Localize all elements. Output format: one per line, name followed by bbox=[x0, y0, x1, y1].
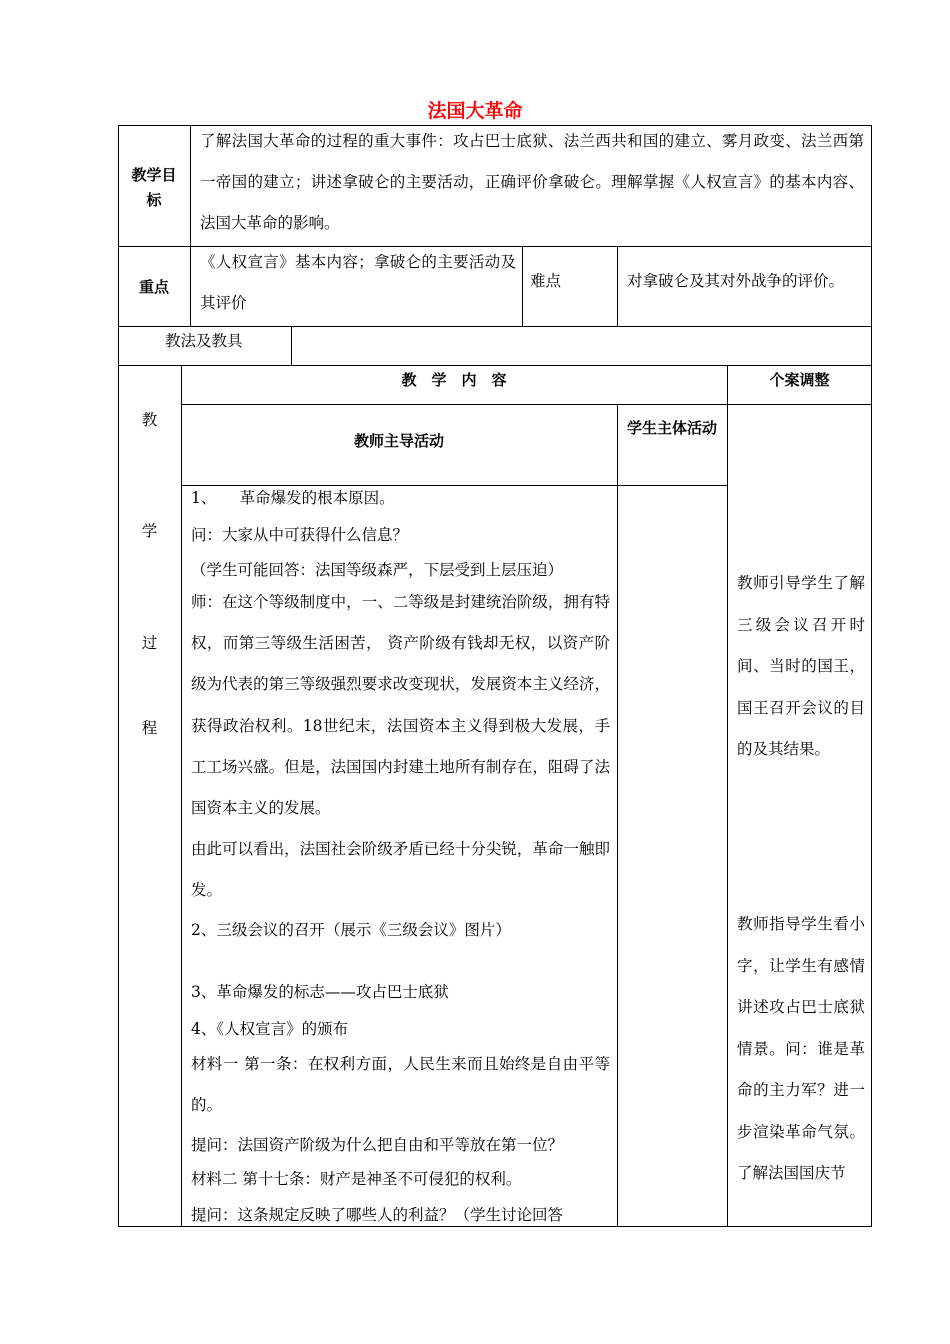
teacher-line: 问：大家从中可获得什么信息？ bbox=[191, 526, 409, 544]
teacher-line: 由此可以看出，法国社会阶级矛盾已经十分尖锐，革命一触即发。 bbox=[191, 840, 610, 900]
teacher-line: 3、革命爆发的标志——攻占巴士底狱 bbox=[191, 982, 449, 1001]
teacher-line: 材料一 第一条：在权利方面，人民生来而且始终是自由平等的。 bbox=[191, 1054, 610, 1114]
col-divider bbox=[181, 365, 182, 1227]
adjust-note: 教师指导学生看小字，让学生有感情讲述攻占巴士底狱情景。问：谁是革命的主力军？进一步渲染革命气氛。了解法国国庆节 bbox=[737, 915, 865, 1182]
teacher-line: 材料二 第十七条：财产是神圣不可侵犯的权利。 bbox=[191, 1169, 522, 1188]
col-divider bbox=[522, 246, 523, 326]
adjust-header: 个案调整 bbox=[769, 371, 830, 389]
process-label-char: 学 bbox=[141, 522, 158, 540]
teacher-line: 2、三级会议的召开（展示《三级会议》图片） bbox=[191, 920, 511, 939]
keypoints-text: 《人权宣言》基本内容；拿破仑的主要活动及其评价 bbox=[200, 253, 516, 312]
process-label-char: 教 bbox=[141, 411, 158, 429]
teacher-line bbox=[191, 942, 610, 978]
teacher-line: 提问：这条规定反映了哪些人的利益？（学生讨论回答 bbox=[191, 1205, 564, 1224]
teacher-line: （学生可能回答：法国等级森严，下层受到上层压迫） bbox=[191, 561, 564, 579]
teacher-line: 提问：法国资产阶级为什么把自由和平等放在第一位？ bbox=[191, 1135, 564, 1154]
process-label-char: 程 bbox=[141, 719, 158, 737]
adjust-note: 教师引导学生了解三级会议召开时间、当时的国王，国王召开会议的目的及其结果。 bbox=[737, 574, 865, 758]
col-divider bbox=[617, 246, 618, 326]
col-divider bbox=[727, 365, 728, 1227]
objectives-label: 教学目标 bbox=[131, 166, 177, 209]
page-title: 法国大革命 bbox=[427, 100, 523, 122]
row-divider bbox=[118, 326, 872, 327]
teacher-line: 4、《人权宣言》的颁布 bbox=[191, 1019, 349, 1038]
objectives-text: 了解法国大革命的过程的重大事件：攻占巴士底狱、法兰西共和国的建立、雾月政变、法兰西第一帝国的建立；讲述拿破仑的主要活动，正确评价拿破仑。理解掌握《人权宣言》的基本内容、法国大革命的影响。 bbox=[200, 132, 864, 232]
row-divider bbox=[118, 365, 872, 366]
teacher-line: 1、 革命爆发的根本原因。 bbox=[191, 489, 395, 507]
difficulty-text: 对拿破仑及其对外战争的评价。 bbox=[627, 272, 845, 290]
col-divider bbox=[291, 326, 292, 365]
col-divider bbox=[190, 125, 191, 326]
difficulty-label: 难点 bbox=[530, 272, 562, 290]
methods-label: 教法及教具 bbox=[165, 332, 243, 350]
keypoints-label: 重点 bbox=[138, 278, 169, 296]
student-header: 学生主体活动 bbox=[626, 419, 717, 437]
content-header: 教 学 内 容 bbox=[401, 371, 507, 389]
row-divider bbox=[181, 404, 872, 405]
teacher-content bbox=[191, 486, 610, 1231]
process-label-char: 过 bbox=[141, 634, 158, 652]
teacher-header: 教师主导活动 bbox=[353, 432, 444, 450]
teacher-line: 师：在这个等级制度中，一、二等级是封建统治阶级，拥有特权，而第三等级生活困苦， 资产阶级有钱却无权，以资产阶级为代表的第三等级强烈要求改变现状，发展资本主义经济，获得政治权利。18世纪末，法国资本主义得到极大发展，手工工场兴盛。但是，法国国内封建土地所有制存在，阻碍了法国资本主义的发展。 bbox=[191, 593, 610, 818]
col-divider bbox=[617, 404, 618, 1227]
